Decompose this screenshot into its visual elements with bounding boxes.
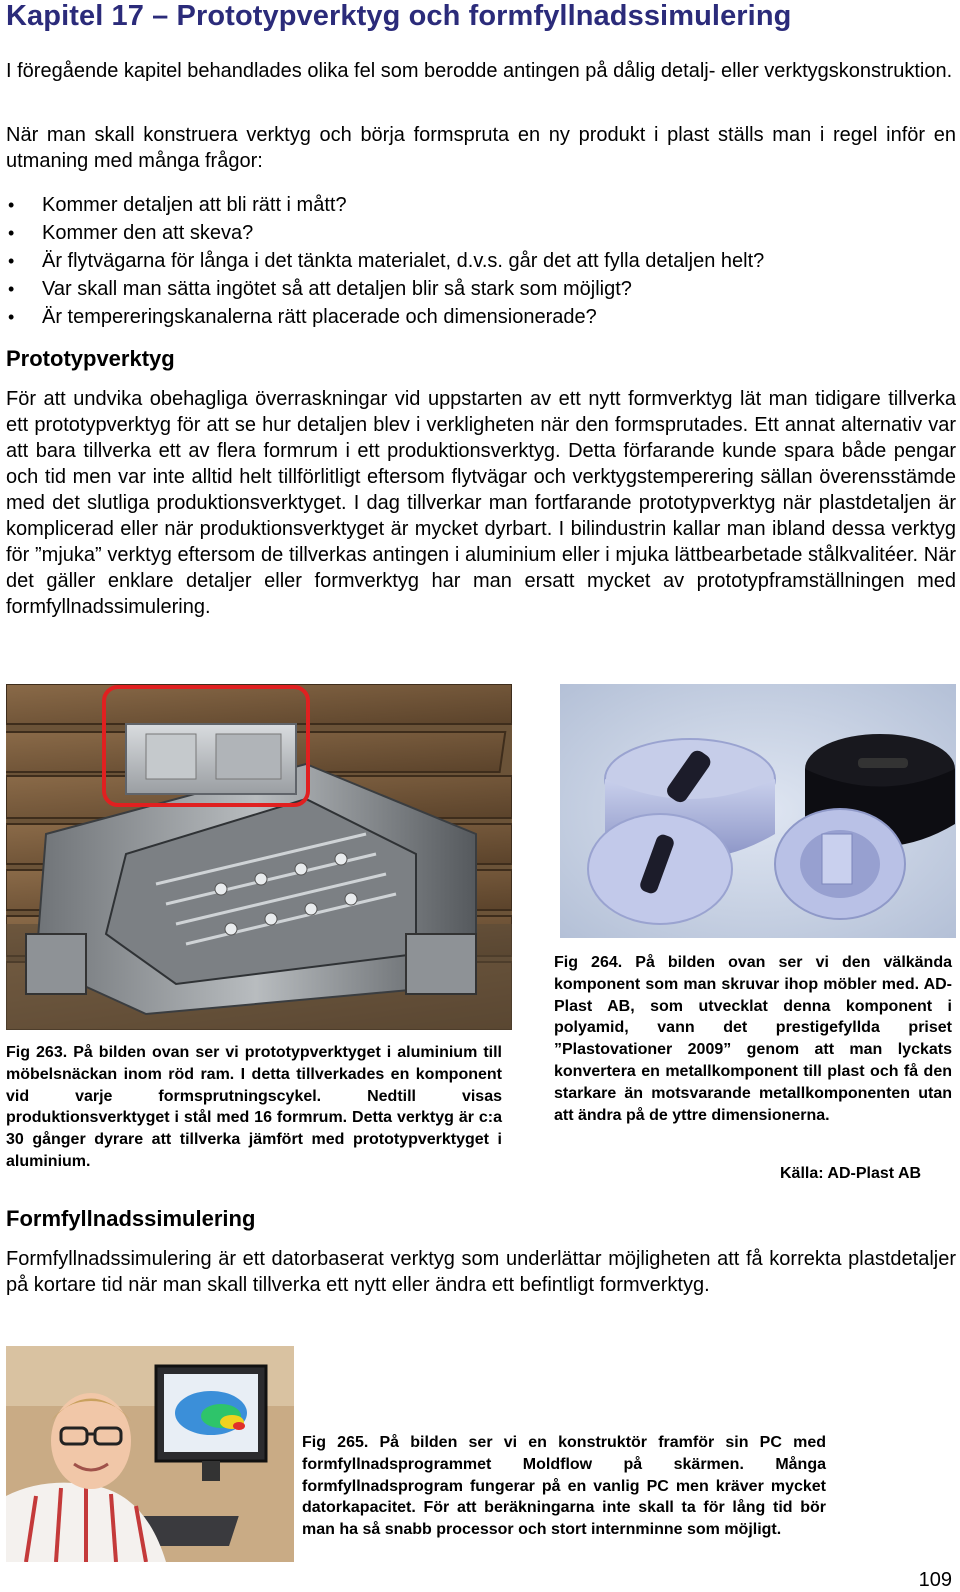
question-list bbox=[6, 191, 764, 331]
intro-paragraph-1: I föregående kapitel behandlades olika fel som berodde antingen på dålig detalj- eller verktygskonstruktion. bbox=[6, 60, 953, 82]
furniture-connector-photo bbox=[560, 684, 956, 938]
source-credit: Källa: AD-Plast AB bbox=[780, 1165, 922, 1182]
list-item: • Var skall man sätta ingötet så att detaljen blir så stark som möjligt? bbox=[6, 275, 764, 303]
list-item: • Kommer den att skeva? bbox=[6, 219, 764, 247]
section-body-prototypverktyg: För att undvika obehagliga överraskningar vid uppstarten av ett nytt formverktyg lät man tidigare tillverka ett prototypverktyg för att se hur detaljen blev i verkligheten när den formsprutades. Ett annat alternativ var att bara tillverka ett av flera formrum i ett produktionsverktyg. Detta förfarande kunde spara både pengar och tid men var inte alltid helt tillförlitligt eftersom flytvägar och verktygstemperering sällan överensstämde med det slutliga produktionsverktyget. I dag tillverkar man fortfarande prototypverktyg när plastdetaljen är komplicerad eller när produktionsverktyget är mycket dyrbart. I bilindustrin kallar man ibland dessa verktyg för ”mjuka” verktyg eftersom de tillverkas antingen i aluminium eller i mjuka lättbearbetade stålkvalitéer. När det gäller enklare detaljer eller formverktyg har man ersatt mycket av prototypframställningen med formfyllnadssimulering. bbox=[6, 388, 956, 618]
section-heading-formfyllnadssimulering: Formfyllnadssimulering bbox=[6, 1206, 256, 1231]
intro-paragraph-2: När man skall konstruera verktyg och börja formspruta en ny produkt i plast ställs man i regel inför en utmaning med många frågor: bbox=[6, 124, 956, 172]
fig-265-caption: Fig 265. På bilden ser vi en konstruktör framför sin PC med formfyllnadsprogrammet Moldflow på skärmen. Många formfyllnadsprogram fungerar på en vanlig PC men kräver mycket datorkapacitet. För att beräkningarna inte skall ta för lång tid bör man ha så snabb processor och stort internminne som möjligt. bbox=[302, 1434, 826, 1539]
section-heading-prototypverktyg: Prototypverktyg bbox=[6, 346, 175, 371]
list-item: • Är tempereringskanalerna rätt placerade och dimensionerade? bbox=[6, 303, 764, 331]
prototype-tool-photo bbox=[6, 684, 512, 1030]
chapter-title: Kapitel 17 – Prototypverktyg och formfyllnadssimulering bbox=[6, 0, 792, 32]
list-item: • Kommer detaljen att bli rätt i mått? bbox=[6, 191, 764, 219]
page-number: 109 bbox=[918, 1569, 952, 1591]
engineer-at-pc-photo bbox=[6, 1346, 294, 1562]
fig-264-caption: Fig 264. På bilden ovan ser vi den välkända komponent som man skruvar ihop möbler med. AD-Plast AB, som utvecklat denna komponent i polyamid, vann det prestigefyllda priset ”Plastovationer 2009” genom att man lyckats konvertera en metallkomponent till plast och få den starkare än motsvarande metallkomponenten utan att ändra på de yttre dimensionerna. bbox=[554, 954, 952, 1124]
section-body-formfyllnadssimulering: Formfyllnadssimulering är ett datorbaserat verktyg som underlättar möjligheten att få korrekta plastdetaljer på kortare tid när man skall tillverka ett nytt eller ändra ett befintligt formverktyg. bbox=[6, 1248, 956, 1296]
fig-263-caption: Fig 263. På bilden ovan ser vi prototypverktyget i aluminium till möbelsnäckan inom röd ram. I detta tillverkades en komponent vid varje formsprutningscykel. Nedtill visas produktionsverktyget i stål med 16 formrum. Detta verktyg är c:a 30 gånger dyrare att tillverka jämfört med prototypverktyget i aluminium. bbox=[6, 1044, 502, 1170]
list-item: • Är flytvägarna för långa i det tänkta materialet, d.v.s. går det att fylla detaljen helt? bbox=[6, 247, 764, 275]
